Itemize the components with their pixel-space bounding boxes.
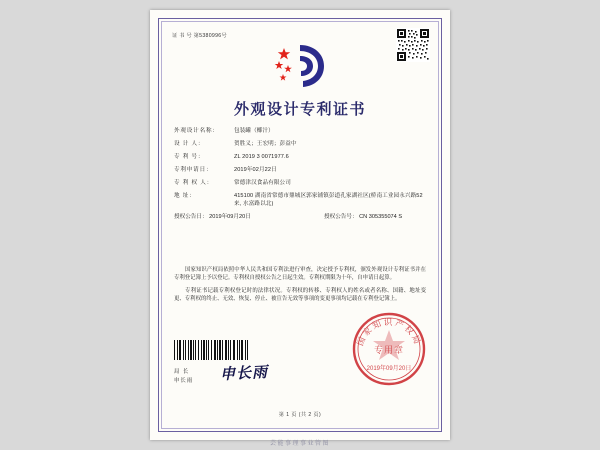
field-application-date [174, 167, 428, 175]
legal-body-text [174, 266, 426, 308]
field-value: 2019年02月22日 [234, 167, 277, 174]
grant-number-value: CN 305355074 S [359, 213, 403, 220]
patent-certificate [150, 10, 450, 440]
barcode [174, 340, 250, 360]
certificate-fields [174, 128, 428, 227]
field-design-name [174, 128, 428, 136]
signature-role-line-2: 申长雨 [174, 377, 194, 384]
grant-date-value: 2019年09月20日 [209, 213, 251, 220]
signature-role-line-1: 局 长 [174, 369, 190, 375]
field-value: 贺胜义；王宏明；彭益中 [234, 141, 297, 148]
certificate-number: 证 书 号 第5380996号 [172, 33, 227, 39]
body-paragraph-2: 专利证书记载专利权登记时的法律状况。专利权的转移、专利权人的姓名或者名称、国籍、地址变更、专利权的终止、无效、恢复、停止、被宣告无效等事项的变更事项均记载在专利登记簿上。 [174, 287, 426, 303]
footer-watermark: 芸能事理事业管图 [269, 441, 330, 447]
page-number: 第 1 页 (共 2 页) [278, 412, 322, 418]
grant-date-label: 授权公告日： [174, 213, 208, 220]
svg-text:2019年09月20日: 2019年09月20日 [366, 366, 412, 372]
grant-number-label: 授权公告号： [324, 213, 358, 220]
signature-block [174, 368, 193, 385]
field-patentee [174, 180, 428, 188]
field-value: ZL 2019 3 0071977.6 [234, 154, 289, 161]
field-grant-row [174, 214, 428, 222]
field-value: 常德津汉食品有限公司 [234, 180, 291, 187]
svg-text:专用章: 专用章 [373, 345, 405, 355]
field-label: 设 计 人： [174, 141, 205, 148]
field-value: 415100 湖南省常德市鼎城区郭家铺镇彭道孔家湖社区(桥南工业园永兴路52来, 水富路以北) [234, 193, 423, 207]
field-address [174, 193, 428, 208]
handwritten-signature: 申长雨 [219, 364, 269, 384]
grant-number-group [324, 214, 428, 222]
field-designer [174, 141, 428, 149]
body-paragraph-1: 国家知识产权局依照中华人民共和国专利法进行审查，决定授予专利权，颁发外观设计专利证书并在专利登记簿上予以登记。专利权自授权公告之日起生效。专利权期限为十年，自申请日起算。 [174, 267, 426, 282]
grant-date-group [174, 214, 324, 222]
field-patent-number [174, 154, 428, 162]
field-label: 专 利 号： [174, 154, 205, 161]
field-label: 专 利 权 人： [174, 180, 214, 187]
field-value: 包装罐（椰汁） [234, 128, 274, 134]
field-label: 地 址： [174, 193, 196, 200]
official-seal [350, 310, 428, 388]
field-label: 外观设计名称： [174, 128, 219, 134]
svg-text:国家知识产权局: 国家知识产权局 [354, 317, 424, 348]
national-emblem-logo [150, 40, 450, 92]
field-label: 专利申请日： [174, 167, 213, 174]
page-title: 外观设计专利证书 [233, 101, 366, 118]
